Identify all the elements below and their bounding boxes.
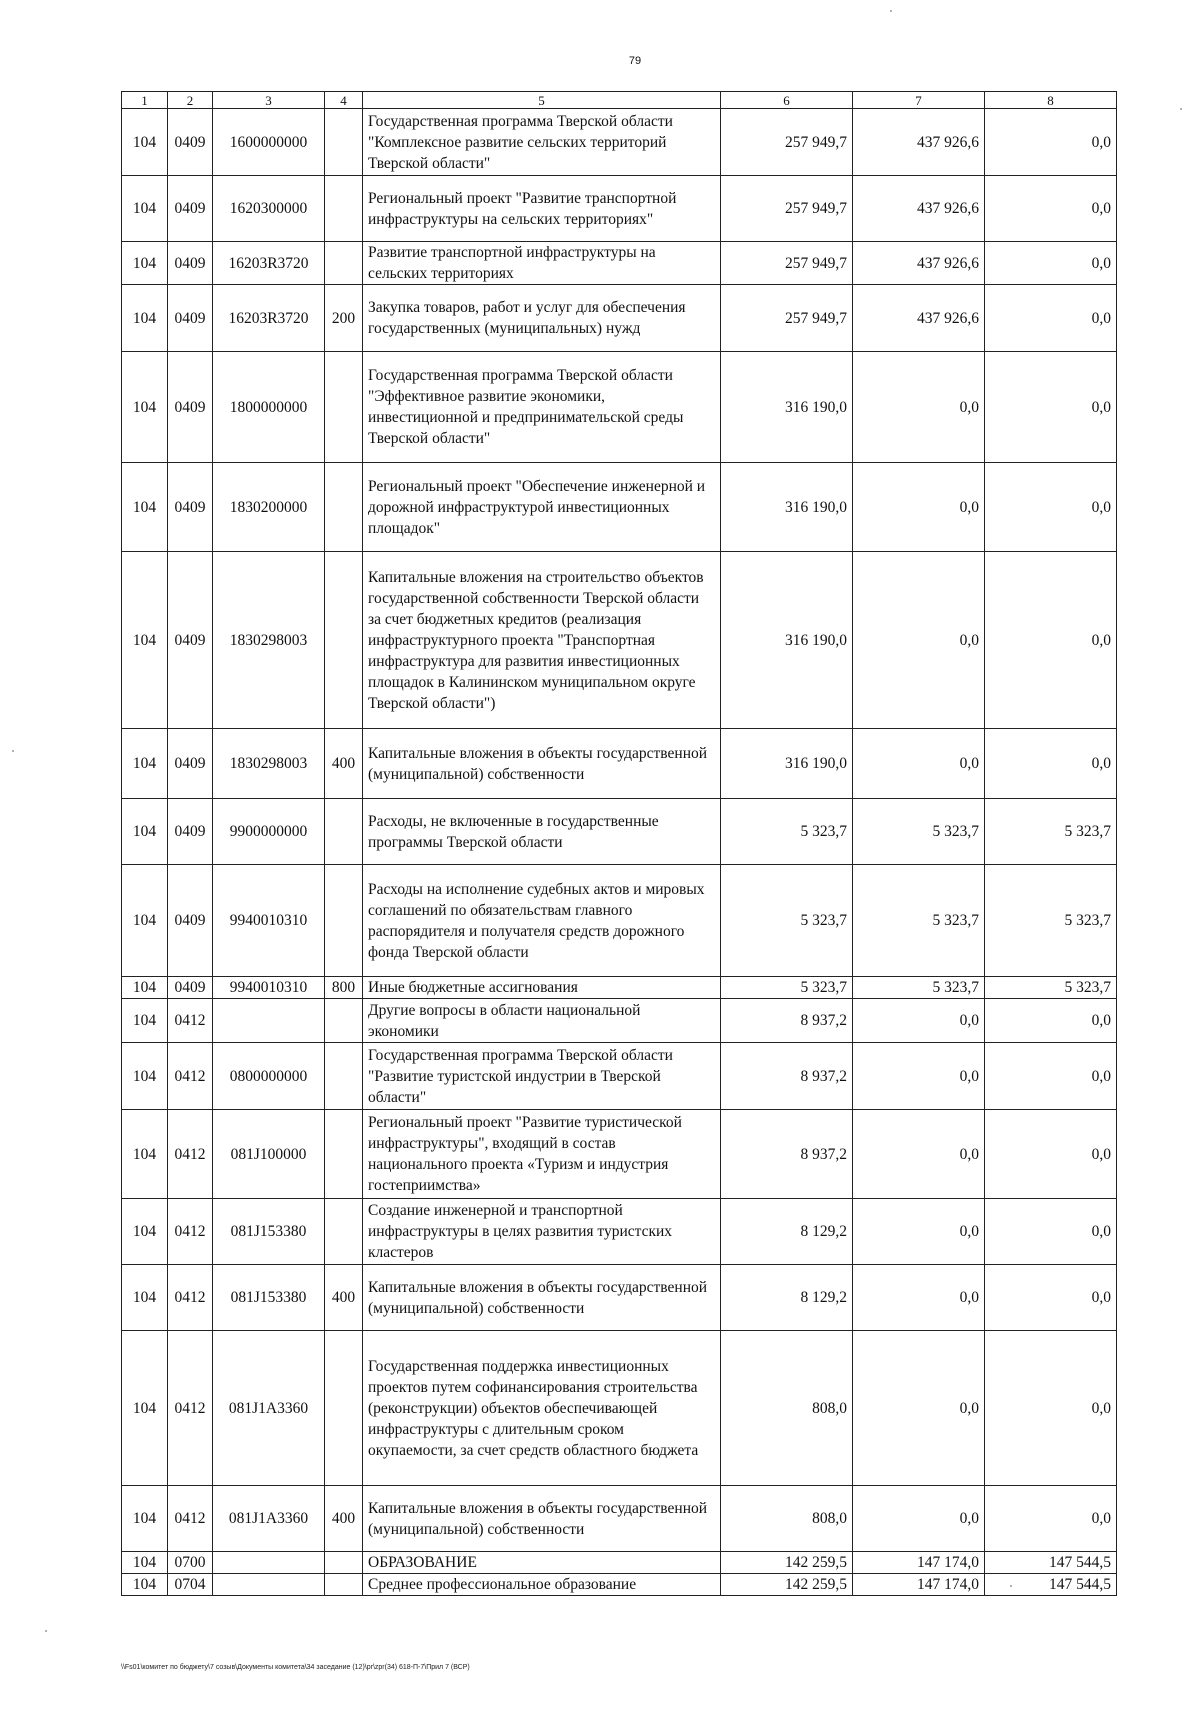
cell-gryadm: 104 [122, 1265, 168, 1331]
cell-amount-1: 808,0 [721, 1486, 853, 1552]
cell-amount-2: 0,0 [853, 352, 985, 463]
table-row [122, 999, 1117, 1043]
cell-section: 0409 [168, 463, 213, 552]
cell-section: 0409 [168, 865, 213, 977]
cell-gryadm: 104 [122, 977, 168, 999]
table-row [122, 865, 1117, 977]
cell-target [213, 1574, 325, 1596]
cell-expense-type [325, 463, 363, 552]
cell-amount-1: 142 259,5 [721, 1552, 853, 1574]
table-row [122, 977, 1117, 999]
cell-description: ОБРАЗОВАНИЕ [363, 1552, 721, 1574]
cell-section: 0704 [168, 1574, 213, 1596]
cell-expense-type [325, 1574, 363, 1596]
cell-amount-2: 437 926,6 [853, 176, 985, 242]
scan-speck [45, 1630, 47, 1632]
table-row [122, 285, 1117, 352]
table-row [122, 1574, 1117, 1596]
cell-expense-type: 400 [325, 1486, 363, 1552]
cell-amount-3: 0,0 [985, 1331, 1117, 1486]
cell-target: 0800000000 [213, 1043, 325, 1110]
cell-expense-type [325, 1043, 363, 1110]
cell-description: Капитальные вложения в объекты государственной (муниципальной) собственности [363, 1486, 721, 1552]
table-row [122, 1265, 1117, 1331]
cell-description: Развитие транспортной инфраструктуры на сельских территориях [363, 242, 721, 285]
cell-amount-3: 0,0 [985, 109, 1117, 176]
cell-gryadm: 104 [122, 729, 168, 799]
cell-gryadm: 104 [122, 1574, 168, 1596]
cell-expense-type [325, 109, 363, 176]
budget-table [121, 91, 1117, 1596]
table-row [122, 1331, 1117, 1486]
cell-expense-type: 400 [325, 1265, 363, 1331]
cell-section: 0412 [168, 1331, 213, 1486]
cell-target: 1830298003 [213, 729, 325, 799]
cell-description: Капитальные вложения на строительство объектов государственной собственности Тверской области за счет бюджетных кредитов (реализация инфраструктурного проекта "Транспортная инфраструктура для развития инвестиционных площадок в Калининском муниципальном округе Тверской области") [363, 552, 721, 729]
cell-target: 9940010310 [213, 865, 325, 977]
cell-gryadm: 104 [122, 1199, 168, 1265]
cell-target: 1600000000 [213, 109, 325, 176]
cell-expense-type [325, 176, 363, 242]
scan-speck [1180, 108, 1182, 110]
cell-amount-1: 5 323,7 [721, 865, 853, 977]
cell-amount-2: 437 926,6 [853, 109, 985, 176]
cell-description: Государственная поддержка инвестиционных проектов путем софинансирования строительства (реконструкции) объектов обеспечивающей инфраструктуры с длительным сроком окупаемости, за счет средств областного бюджета [363, 1331, 721, 1486]
cell-gryadm: 104 [122, 285, 168, 352]
cell-description: Расходы, не включенные в государственные программы Тверской области [363, 799, 721, 865]
cell-amount-3: 0,0 [985, 176, 1117, 242]
cell-amount-1: 257 949,7 [721, 109, 853, 176]
header-cell: 7 [853, 92, 985, 109]
cell-gryadm: 104 [122, 242, 168, 285]
table-row [122, 176, 1117, 242]
cell-target: 16203R3720 [213, 242, 325, 285]
cell-amount-1: 8 937,2 [721, 1043, 853, 1110]
header-cell: 4 [325, 92, 363, 109]
table-row [122, 1043, 1117, 1110]
cell-expense-type [325, 1199, 363, 1265]
cell-target: 1800000000 [213, 352, 325, 463]
cell-amount-2: 0,0 [853, 1265, 985, 1331]
cell-section: 0412 [168, 1110, 213, 1199]
cell-target: 9900000000 [213, 799, 325, 865]
cell-amount-3: 5 323,7 [985, 865, 1117, 977]
footer-file-path: \\Fs01\комитет по бюджету\7 созыв\Документы комитета\34 заседание (12)\pr\zpr(34) 618-П-7\Прил 7 (ВСР) [121, 1664, 470, 1671]
cell-target [213, 999, 325, 1043]
cell-description: Государственная программа Тверской области "Эффективное развитие экономики, инвестиционной и предпринимательской среды Тверской области" [363, 352, 721, 463]
cell-amount-1: 316 190,0 [721, 729, 853, 799]
cell-target: 081J153380 [213, 1199, 325, 1265]
cell-amount-2: 0,0 [853, 463, 985, 552]
cell-amount-2: 0,0 [853, 1486, 985, 1552]
cell-gryadm: 104 [122, 799, 168, 865]
cell-expense-type [325, 865, 363, 977]
cell-description: Региональный проект "Развитие транспортной инфраструктуры на сельских территориях" [363, 176, 721, 242]
cell-section: 0409 [168, 109, 213, 176]
cell-amount-2: 0,0 [853, 1199, 985, 1265]
scan-speck [1010, 1585, 1012, 1587]
cell-amount-2: 0,0 [853, 999, 985, 1043]
cell-amount-1: 142 259,5 [721, 1574, 853, 1596]
table-row [122, 729, 1117, 799]
cell-target: 081J153380 [213, 1265, 325, 1331]
table-row [122, 1110, 1117, 1199]
cell-section: 0409 [168, 352, 213, 463]
cell-target: 081J1A3360 [213, 1331, 325, 1486]
cell-amount-1: 316 190,0 [721, 552, 853, 729]
cell-description: Государственная программа Тверской области "Комплексное развитие сельских территорий Тверской области" [363, 109, 721, 176]
cell-target: 1830200000 [213, 463, 325, 552]
cell-section: 0412 [168, 1043, 213, 1110]
cell-target: 081J100000 [213, 1110, 325, 1199]
cell-amount-3: 0,0 [985, 242, 1117, 285]
table-row [122, 352, 1117, 463]
table-row [122, 242, 1117, 285]
cell-amount-2: 5 323,7 [853, 865, 985, 977]
cell-section: 0412 [168, 1486, 213, 1552]
cell-target: 1830298003 [213, 552, 325, 729]
cell-amount-1: 8 937,2 [721, 1110, 853, 1199]
cell-expense-type [325, 552, 363, 729]
cell-amount-3: 0,0 [985, 1110, 1117, 1199]
cell-amount-3: 0,0 [985, 1486, 1117, 1552]
cell-target [213, 1552, 325, 1574]
cell-gryadm: 104 [122, 1552, 168, 1574]
cell-amount-2: 147 174,0 [853, 1552, 985, 1574]
table-row [122, 1199, 1117, 1265]
cell-amount-1: 316 190,0 [721, 463, 853, 552]
scan-speck [890, 10, 892, 12]
cell-description: Закупка товаров, работ и услуг для обеспечения государственных (муниципальных) нужд [363, 285, 721, 352]
cell-amount-1: 257 949,7 [721, 242, 853, 285]
table-row [122, 463, 1117, 552]
cell-description: Государственная программа Тверской области "Развитие туристской индустрии в Тверской области" [363, 1043, 721, 1110]
cell-description: Другие вопросы в области национальной экономики [363, 999, 721, 1043]
cell-amount-3: 0,0 [985, 729, 1117, 799]
cell-section: 0409 [168, 799, 213, 865]
cell-expense-type [325, 1552, 363, 1574]
cell-amount-3: 0,0 [985, 552, 1117, 729]
cell-amount-1: 5 323,7 [721, 799, 853, 865]
cell-section: 0412 [168, 1265, 213, 1331]
cell-section: 0409 [168, 242, 213, 285]
cell-description: Капитальные вложения в объекты государственной (муниципальной) собственности [363, 1265, 721, 1331]
cell-amount-2: 0,0 [853, 729, 985, 799]
cell-section: 0700 [168, 1552, 213, 1574]
cell-gryadm: 104 [122, 352, 168, 463]
cell-amount-2: 0,0 [853, 1331, 985, 1486]
cell-gryadm: 104 [122, 1486, 168, 1552]
cell-description: Иные бюджетные ассигнования [363, 977, 721, 999]
cell-gryadm: 104 [122, 1110, 168, 1199]
cell-amount-3: 5 323,7 [985, 977, 1117, 999]
cell-amount-1: 8 129,2 [721, 1199, 853, 1265]
cell-amount-3: 147 544,5 [985, 1552, 1117, 1574]
cell-amount-2: 147 174,0 [853, 1574, 985, 1596]
cell-amount-2: 0,0 [853, 552, 985, 729]
cell-target: 16203R3720 [213, 285, 325, 352]
cell-amount-3: 0,0 [985, 999, 1117, 1043]
scan-speck [12, 750, 14, 752]
header-cell: 3 [213, 92, 325, 109]
table-row [122, 552, 1117, 729]
cell-expense-type [325, 352, 363, 463]
cell-expense-type [325, 242, 363, 285]
cell-section: 0409 [168, 552, 213, 729]
cell-target: 9940010310 [213, 977, 325, 999]
cell-gryadm: 104 [122, 552, 168, 729]
table-header-row [122, 92, 1117, 109]
cell-amount-3: 0,0 [985, 1043, 1117, 1110]
cell-gryadm: 104 [122, 463, 168, 552]
cell-target: 1620300000 [213, 176, 325, 242]
cell-target: 081J1A3360 [213, 1486, 325, 1552]
cell-amount-3: 0,0 [985, 1199, 1117, 1265]
cell-section: 0409 [168, 729, 213, 799]
cell-amount-3: 147 544,5 [985, 1574, 1117, 1596]
header-cell: 6 [721, 92, 853, 109]
cell-gryadm: 104 [122, 865, 168, 977]
header-cell: 1 [122, 92, 168, 109]
table-row [122, 1486, 1117, 1552]
cell-amount-1: 257 949,7 [721, 176, 853, 242]
cell-description: Расходы на исполнение судебных актов и мировых соглашений по обязательствам главного распорядителя и получателя средств дорожного фонда Тверской области [363, 865, 721, 977]
cell-gryadm: 104 [122, 1043, 168, 1110]
header-cell: 8 [985, 92, 1117, 109]
cell-amount-1: 8 129,2 [721, 1265, 853, 1331]
cell-section: 0409 [168, 176, 213, 242]
header-cell: 5 [363, 92, 721, 109]
cell-description: Капитальные вложения в объекты государственной (муниципальной) собственности [363, 729, 721, 799]
page-number: 79 [628, 55, 642, 67]
cell-amount-3: 0,0 [985, 1265, 1117, 1331]
table-row [122, 1552, 1117, 1574]
cell-gryadm: 104 [122, 999, 168, 1043]
cell-gryadm: 104 [122, 176, 168, 242]
cell-section: 0412 [168, 1199, 213, 1265]
cell-gryadm: 104 [122, 109, 168, 176]
cell-expense-type: 200 [325, 285, 363, 352]
cell-amount-2: 0,0 [853, 1110, 985, 1199]
table-row [122, 799, 1117, 865]
cell-description: Региональный проект "Обеспечение инженерной и дорожной инфраструктурой инвестиционных площадок" [363, 463, 721, 552]
cell-expense-type: 400 [325, 729, 363, 799]
cell-section: 0409 [168, 285, 213, 352]
cell-amount-2: 0,0 [853, 1043, 985, 1110]
cell-amount-2: 437 926,6 [853, 285, 985, 352]
cell-expense-type [325, 1331, 363, 1486]
cell-section: 0409 [168, 977, 213, 999]
cell-amount-2: 437 926,6 [853, 242, 985, 285]
cell-amount-3: 5 323,7 [985, 799, 1117, 865]
cell-amount-3: 0,0 [985, 352, 1117, 463]
cell-description: Создание инженерной и транспортной инфраструктуры в целях развития туристских кластеров [363, 1199, 721, 1265]
cell-amount-1: 808,0 [721, 1331, 853, 1486]
table-row [122, 109, 1117, 176]
cell-expense-type: 800 [325, 977, 363, 999]
cell-gryadm: 104 [122, 1331, 168, 1486]
header-cell: 2 [168, 92, 213, 109]
cell-description: Среднее профессиональное образование [363, 1574, 721, 1596]
cell-expense-type [325, 1110, 363, 1199]
cell-amount-1: 8 937,2 [721, 999, 853, 1043]
cell-expense-type [325, 999, 363, 1043]
cell-amount-3: 0,0 [985, 285, 1117, 352]
cell-expense-type [325, 799, 363, 865]
cell-amount-2: 5 323,7 [853, 977, 985, 999]
cell-section: 0412 [168, 999, 213, 1043]
cell-amount-1: 5 323,7 [721, 977, 853, 999]
cell-description: Региональный проект "Развитие туристической инфраструктуры", входящий в состав национального проекта «Туризм и индустрия гостеприимства» [363, 1110, 721, 1199]
cell-amount-1: 257 949,7 [721, 285, 853, 352]
cell-amount-2: 5 323,7 [853, 799, 985, 865]
cell-amount-3: 0,0 [985, 463, 1117, 552]
cell-amount-1: 316 190,0 [721, 352, 853, 463]
